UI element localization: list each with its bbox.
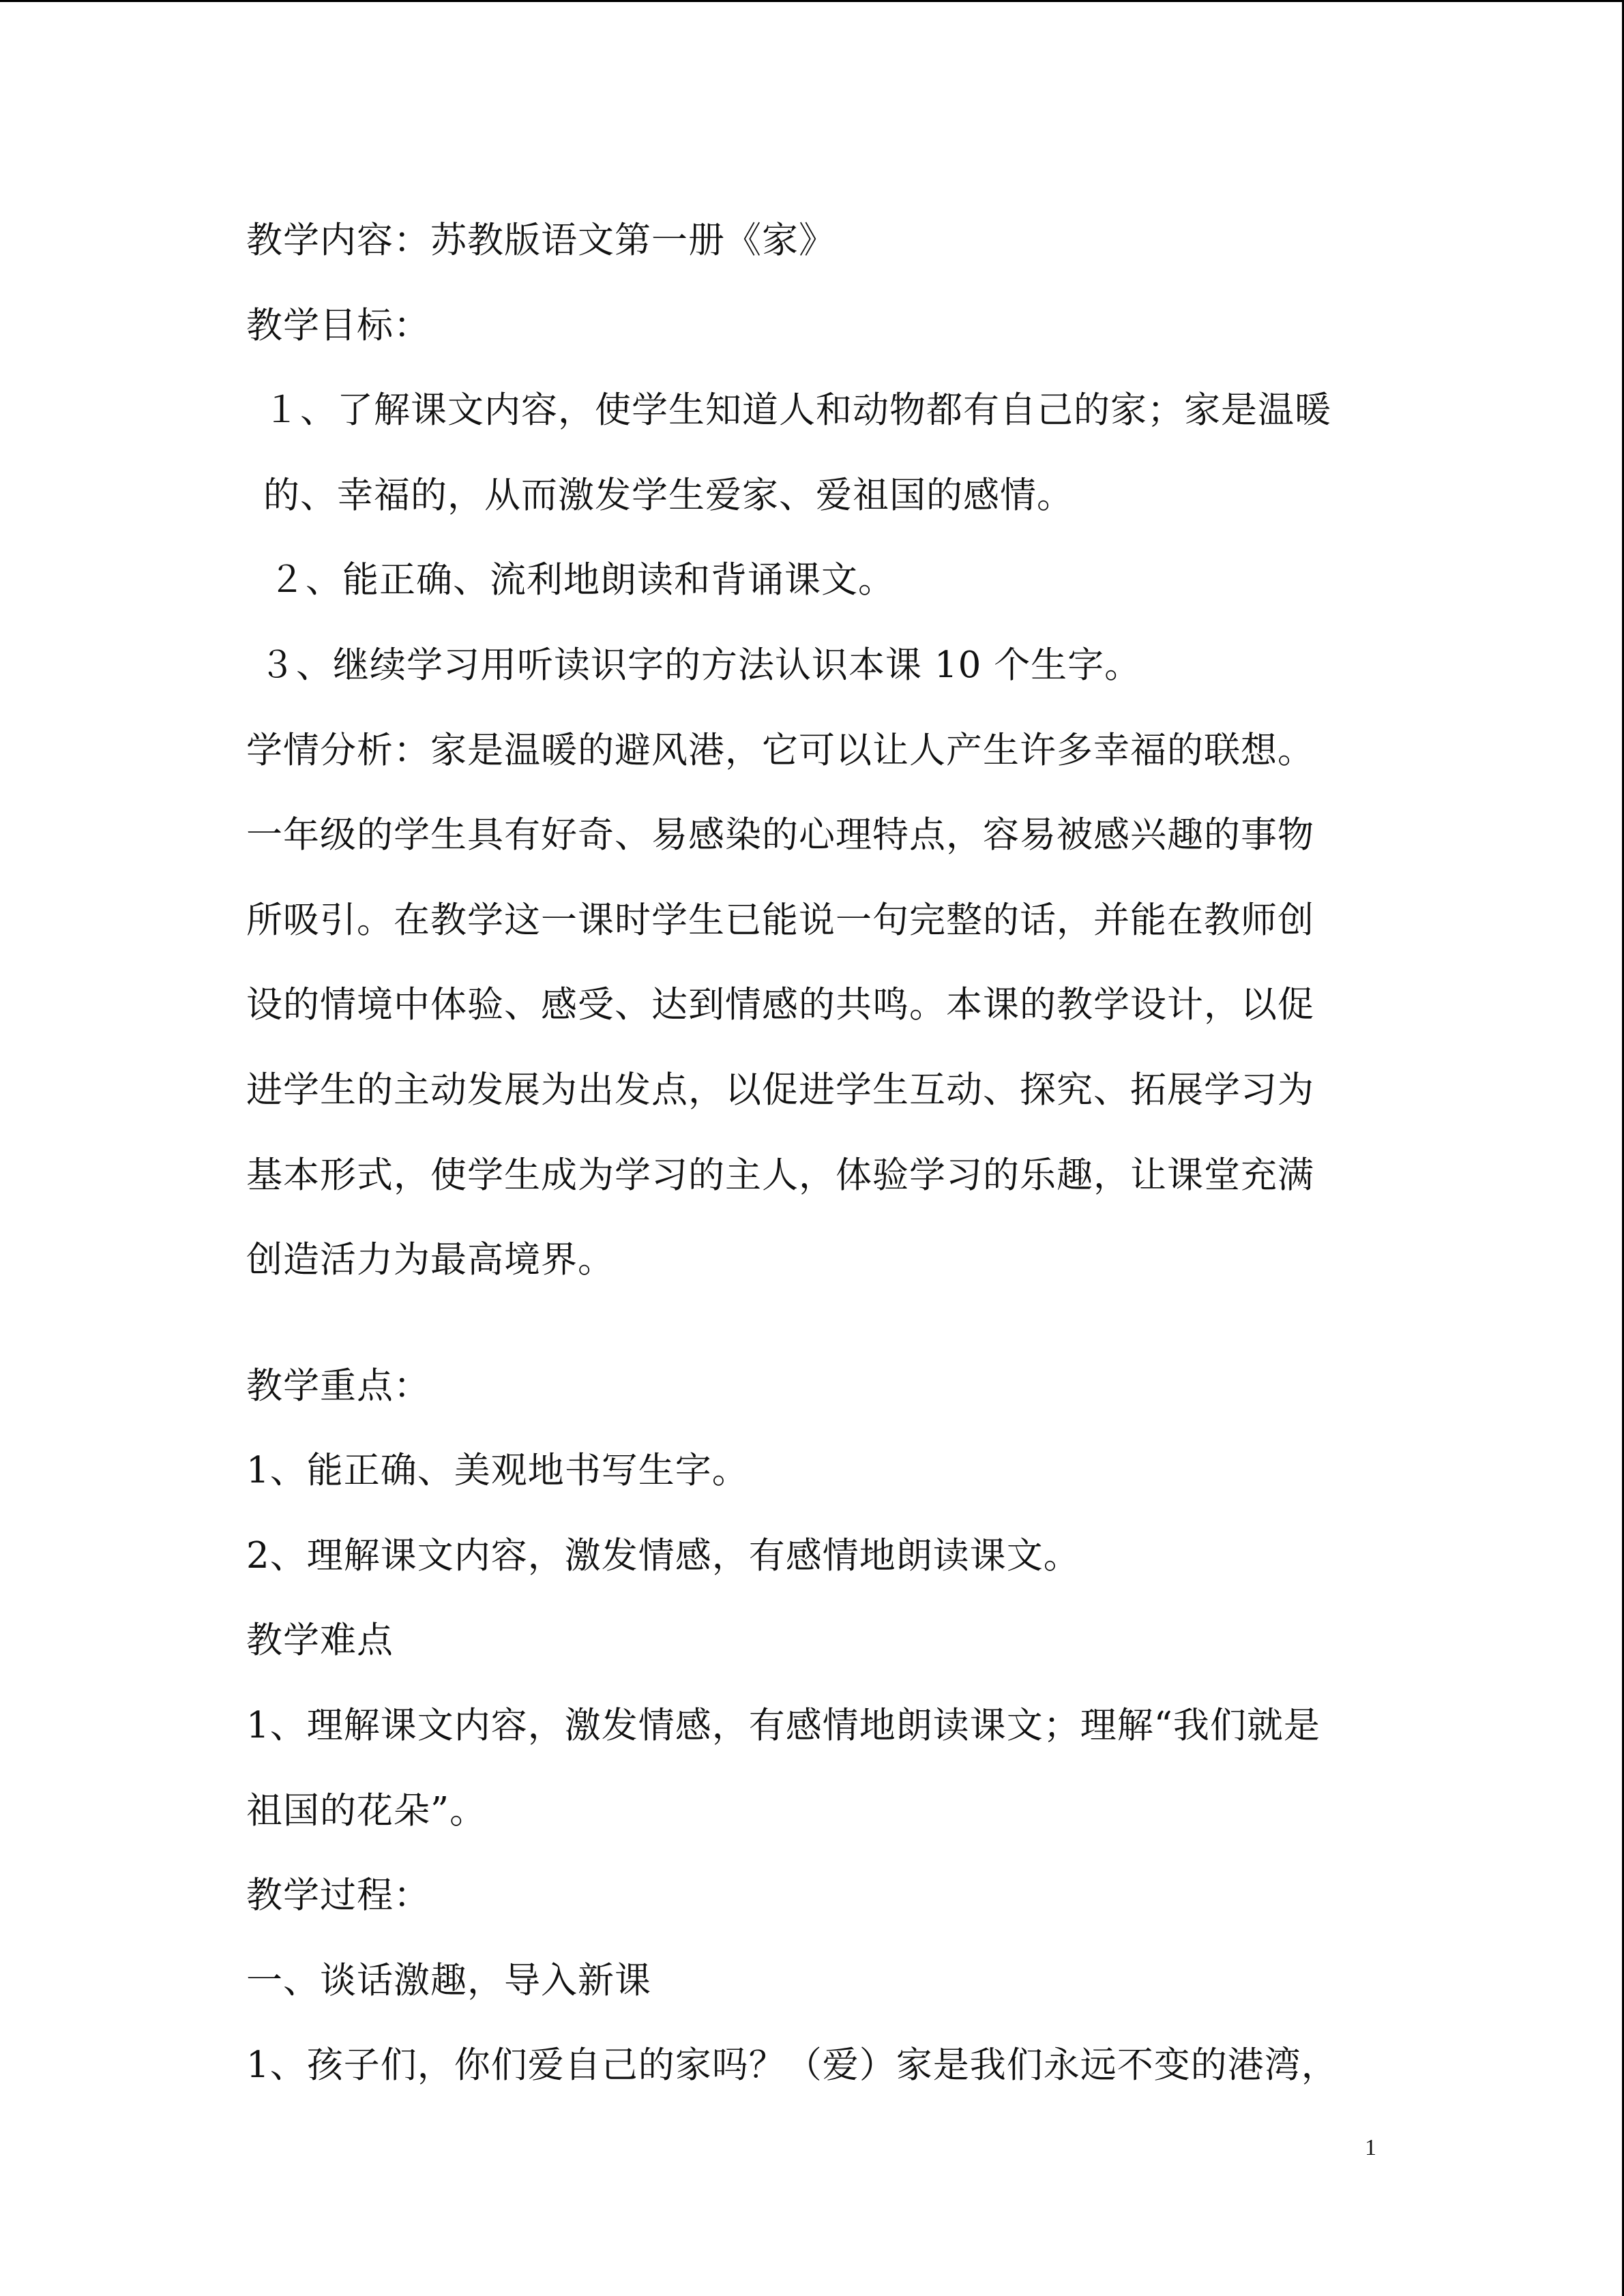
process-step-1-heading: 一、谈话激趣，导入新课 — [246, 1960, 651, 2001]
analysis-line-5: 进学生的主动发展为出发点，以促进学生互动、探究、拓展学习为 — [246, 1069, 1314, 1111]
difficulty-1-line-1: 1、理解课文内容，激发情感，有感情地朗读课文；理解“我们就是 — [246, 1705, 1320, 1746]
teaching-goals-heading: 教学目标： — [246, 305, 430, 346]
analysis-line-2: 一年级的学生具有好奇、易感染的心理特点，容易被感兴趣的事物 — [246, 814, 1314, 856]
lesson-content-line: 教学内容：苏教版语文第一册《家》 — [246, 220, 836, 261]
process-heading: 教学过程： — [246, 1875, 430, 1916]
goal-2-line: ２、能正确、流利地朗读和背诵课文。 — [269, 559, 895, 601]
process-step-1-text: 1、孩子们，你们爱自己的家吗？（爱）家是我们永远不变的港湾， — [246, 2044, 1338, 2086]
key-point-1: 1、能正确、美观地书写生字。 — [246, 1450, 749, 1491]
key-point-2: 2、理解课文内容，激发情感，有感情地朗读课文。 — [246, 1535, 1080, 1577]
goal-1-line-1: １、了解课文内容，使学生知道人和动物都有自己的家；家是温暖 — [263, 389, 1331, 431]
analysis-line-6: 基本形式，使学生成为学习的主人，体验学习的乐趣，让课堂充满 — [246, 1154, 1314, 1196]
analysis-line-4: 设的情境中体验、感受、达到情感的共鸣。本课的教学设计，以促 — [246, 984, 1314, 1026]
difficulties-heading: 教学难点 — [246, 1620, 394, 1661]
analysis-line-7: 创造活力为最高境界。 — [246, 1239, 615, 1281]
goal-1-line-2: 的、幸福的，从而激发学生爱家、爱祖国的感情。 — [263, 475, 1074, 516]
goal-3-line: ３、继续学习用听读识字的方法认识本课 10 个生字。 — [259, 644, 1142, 686]
difficulty-1-line-2: 祖国的花朵”。 — [246, 1790, 487, 1832]
analysis-line-3: 所吸引。在教学这一课时学生已能说一句完整的话，并能在教师创 — [246, 899, 1314, 941]
page-number: 1 — [1365, 2135, 1376, 2160]
key-points-heading: 教学重点： — [246, 1365, 430, 1407]
analysis-line-1: 学情分析：家是温暖的避风港，它可以让人产生许多幸福的联想。 — [246, 730, 1314, 771]
